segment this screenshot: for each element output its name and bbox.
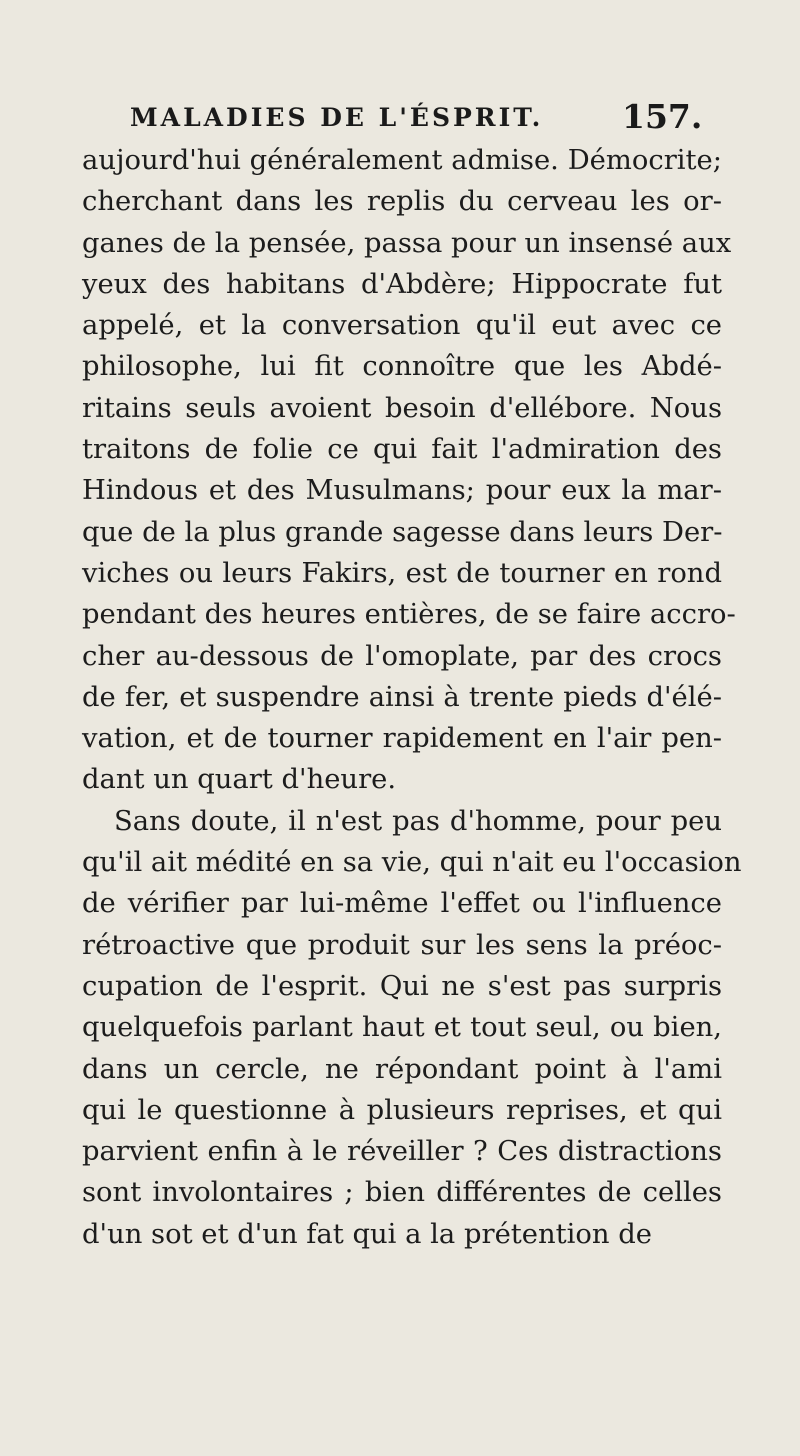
text-line: ganes de la pensée, passa pour un insensé aux bbox=[82, 227, 732, 259]
text-line: de fer, et suspendre ainsi à trente pieds d'élé- bbox=[82, 681, 722, 713]
text-line: aujourd'hui généralement admise. Démocrite; bbox=[82, 145, 722, 176]
text-line: viches ou leurs Fakirs, est de tourner en rond bbox=[82, 557, 722, 589]
page-number: 157. bbox=[622, 97, 703, 136]
text-line: parvient enfin à le réveiller ? Ces distractions bbox=[82, 1136, 722, 1168]
text-line: traitons de folie ce qui fait l'admiration des bbox=[82, 434, 722, 466]
text-line: que de la plus grande sagesse dans leurs Der- bbox=[82, 516, 723, 548]
text-line: ritains seuls avoient besoin d'ellébore. Nous bbox=[82, 392, 722, 424]
text-line: d'un sot et d'un fat qui a la prétention de bbox=[82, 1218, 652, 1250]
text-line: vation, et de tourner rapidement en l'air pen- bbox=[82, 723, 722, 755]
text-line: cherchant dans les replis du cerveau les or- bbox=[82, 186, 722, 218]
text-line: Hindous et des Musulmans; pour eux la mar- bbox=[82, 475, 722, 507]
text-line: qu'il ait médité en sa vie, qui n'ait eu l'occasion bbox=[82, 847, 742, 879]
body-text bbox=[82, 140, 742, 1255]
text-line: pendant des heures entières, de se faire accro- bbox=[82, 599, 736, 631]
text-line: qui le questionne à plusieurs reprises, et qui bbox=[82, 1094, 722, 1126]
text-line: de vérifier par lui-même l'effet ou l'influence bbox=[82, 888, 722, 920]
running-header bbox=[130, 97, 703, 136]
text-line: cupation de l'esprit. Qui ne s'est pas surpris bbox=[82, 970, 722, 1002]
paragraph bbox=[82, 801, 742, 1255]
text-line: philosophe, lui fit connoître que les Abdé- bbox=[82, 351, 722, 383]
running-title: MALADIES DE L'ÉSPRIT. bbox=[130, 103, 544, 132]
paragraph bbox=[82, 140, 736, 801]
text-line: cher au-dessous de l'omoplate, par des crocs bbox=[82, 640, 722, 672]
text-line: dans un cercle, ne répondant point à l'ami bbox=[82, 1053, 722, 1085]
text-line: quelquefois parlant haut et tout seul, ou bien, bbox=[82, 1012, 722, 1044]
text-line: yeux des habitans d'Abdère; Hippocrate fut bbox=[82, 268, 722, 300]
text-line: appelé, et la conversation qu'il eut avec ce bbox=[82, 310, 722, 342]
text-line: sont involontaires ; bien différentes de celles bbox=[82, 1177, 722, 1209]
text-line: dant un quart d'heure. bbox=[82, 764, 397, 796]
text-line: Sans doute, il n'est pas d'homme, pour peu bbox=[114, 805, 722, 837]
text-line: rétroactive que produit sur les sens la préoc- bbox=[82, 929, 722, 961]
